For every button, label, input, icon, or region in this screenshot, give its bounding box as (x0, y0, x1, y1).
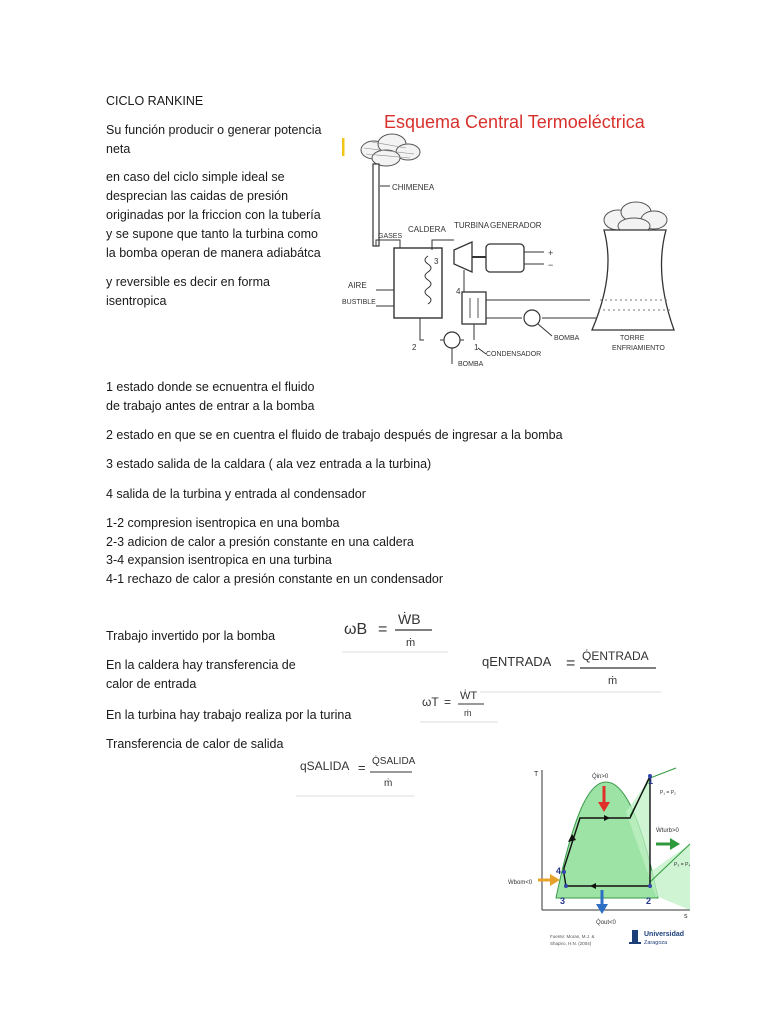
boiler-heat-label (106, 656, 296, 694)
text-line: neta (106, 142, 131, 156)
paragraph-function (106, 121, 321, 159)
text-line: la bomba operan de manera adiabátca (106, 246, 321, 260)
label-caldera: CALDERA (408, 225, 446, 234)
diagram-title: Esquema Central Termoeléctrica (384, 112, 645, 132)
text-line: y se supone que tanto la turbina como (106, 227, 318, 241)
formula-denominator: ṁ (406, 637, 416, 649)
w-pump-label: Ẇbom<0 (508, 880, 533, 886)
generator (486, 244, 524, 272)
formula-lhs: ωT (422, 695, 439, 709)
text-line: En la caldera hay transferencia de (106, 658, 296, 672)
text-line: 1 estado donde se ecnuentra el fluido (106, 380, 315, 394)
state-label-1: 1 (648, 776, 654, 786)
text-line: originadas por la friccion con la tubería (106, 208, 321, 222)
bomba-right-pointer (538, 324, 552, 336)
process-list (106, 514, 443, 588)
formula-lhs: qSALIDA (300, 759, 350, 773)
s-axis-label: s (684, 913, 688, 920)
state-label-3: 3 (560, 896, 566, 906)
formula-lhs: ωB (344, 621, 368, 638)
p3p4-label: P₃ = P₄ (674, 862, 691, 868)
state-1-description (106, 378, 315, 416)
formula-equals: = (444, 695, 452, 709)
cursor-mark (342, 138, 345, 156)
source-line: Shapiro, H.N. (2004) (550, 941, 592, 946)
label-bomba-right: BOMBA (554, 335, 580, 342)
paragraph-reversible (106, 273, 270, 311)
state-point-4 (562, 870, 566, 874)
formula-equals: = (358, 760, 366, 775)
state-4-description: 4 salida de la turbina y entrada al condensador (106, 487, 366, 501)
text-line: Su función producir o generar potencia (106, 123, 322, 137)
university-name (644, 931, 686, 946)
turbine-exhaust-pipe (464, 270, 472, 292)
label-aire: AIRE (348, 281, 367, 290)
label-chimenea: CHIMENEA (392, 183, 435, 192)
text-line: de trabajo antes de entrar a la bomba (106, 399, 315, 413)
formula-turbine-work (420, 684, 500, 724)
state-label-2: 2 (646, 896, 652, 906)
text-line: y reversible es decir en forma (106, 275, 270, 289)
state-point-2 (648, 884, 652, 888)
formula-equals: = (378, 621, 388, 638)
formula-equals: = (566, 655, 576, 672)
label-plus: + (548, 248, 554, 258)
process-item: 3-4 expansion isentropica en una turbina (106, 553, 332, 567)
turbine (454, 242, 472, 272)
p1p2-label: P₁ = P₂ (660, 790, 676, 796)
feed-pump (444, 332, 460, 348)
label-gases: GASES (378, 233, 403, 240)
process-item: 2-3 adicion de calor a presión constante en una caldera (106, 534, 414, 549)
text-line: isentropica (106, 294, 167, 308)
formula-numerator: Q̇ENTRADA (582, 649, 649, 663)
torre-line: TORRE (620, 335, 645, 342)
state-point-3 (564, 884, 568, 888)
university-logo-icon (629, 930, 641, 944)
torre-line: ENFRIAMIENTO (612, 345, 665, 352)
label-combustible: BUSTIBLE (342, 299, 376, 306)
label-minus: − (548, 260, 554, 270)
formula-numerator: ẆT (460, 690, 478, 702)
label-turbina: TURBINA (454, 221, 490, 230)
formula-lhs: qENTRADA (482, 654, 552, 669)
t-axis-label: T (534, 771, 539, 778)
label-3: 3 (434, 257, 439, 266)
formula-heat-out (296, 750, 416, 798)
text-line: desprecian las caidas de presión (106, 189, 289, 203)
w-turb-arrowhead (670, 838, 680, 850)
source-line: Fuente: Moran, M.J. & (550, 934, 595, 939)
label-torre (612, 335, 665, 352)
formula-denominator: ṁ (384, 778, 393, 789)
university-line: Universidad (644, 931, 685, 938)
label-condensador: CONDENSADOR (486, 351, 542, 358)
formula-denominator: ṁ (608, 675, 618, 687)
pump-work-label: Trabajo invertido por la bomba (106, 629, 276, 643)
process-item: 1-2 compresion isentropica en una bomba (106, 516, 340, 530)
paragraph-ideal-cycle (106, 168, 321, 263)
text-line: en caso del ciclo simple ideal se (106, 170, 285, 184)
ts-diagram (506, 762, 702, 954)
q-out-arrowhead (596, 904, 608, 914)
state-label-4: 4 (556, 866, 562, 876)
process-item: 4-1 rechazo de calor a presión constante en un condensador (106, 571, 444, 586)
heat-out-label: Transferencia de calor de salida (106, 737, 284, 751)
university-line: Zaragoza (644, 940, 668, 946)
formula-numerator: ẆB (398, 611, 421, 627)
formula-heat-in (478, 638, 663, 694)
label-1: 1 (474, 343, 479, 352)
cooling-tower (592, 230, 674, 330)
condensador-pointer (478, 348, 486, 354)
state-3-description: 3 estado salida de la caldara ( ala vez entrada a la turbina) (106, 457, 432, 471)
gases-duct (376, 240, 400, 248)
q-in-label: Q̇in>0 (592, 774, 609, 780)
label-2: 2 (412, 343, 417, 352)
label-bomba-bottom: BOMBA (458, 361, 484, 368)
smoke-icon (361, 134, 420, 166)
turbine-work-label: En la turbina hay trabajo realiza por la turina (106, 708, 352, 722)
w-turb-label: Ẇturb>0 (656, 828, 679, 834)
q-out-label: Q̇out<0 (596, 920, 616, 926)
text-line: calor de entrada (106, 677, 197, 691)
formula-numerator: Q̇SALIDA (372, 756, 416, 767)
state-2-description: 2 estado en que se en cuentra el fluido de trabajo después de ingresar a la bomba (106, 428, 563, 442)
label-generador: GENERADOR (490, 221, 542, 230)
formula-denominator: ṁ (464, 708, 472, 718)
document-title: CICLO RANKINE (106, 94, 204, 108)
label-4: 4 (456, 287, 461, 296)
formula-pump-work (340, 604, 450, 654)
power-plant-diagram (336, 104, 682, 370)
cooling-pump (524, 310, 540, 326)
tower-steam-icon (604, 202, 667, 234)
source-note (550, 934, 596, 946)
condenser (462, 292, 486, 324)
